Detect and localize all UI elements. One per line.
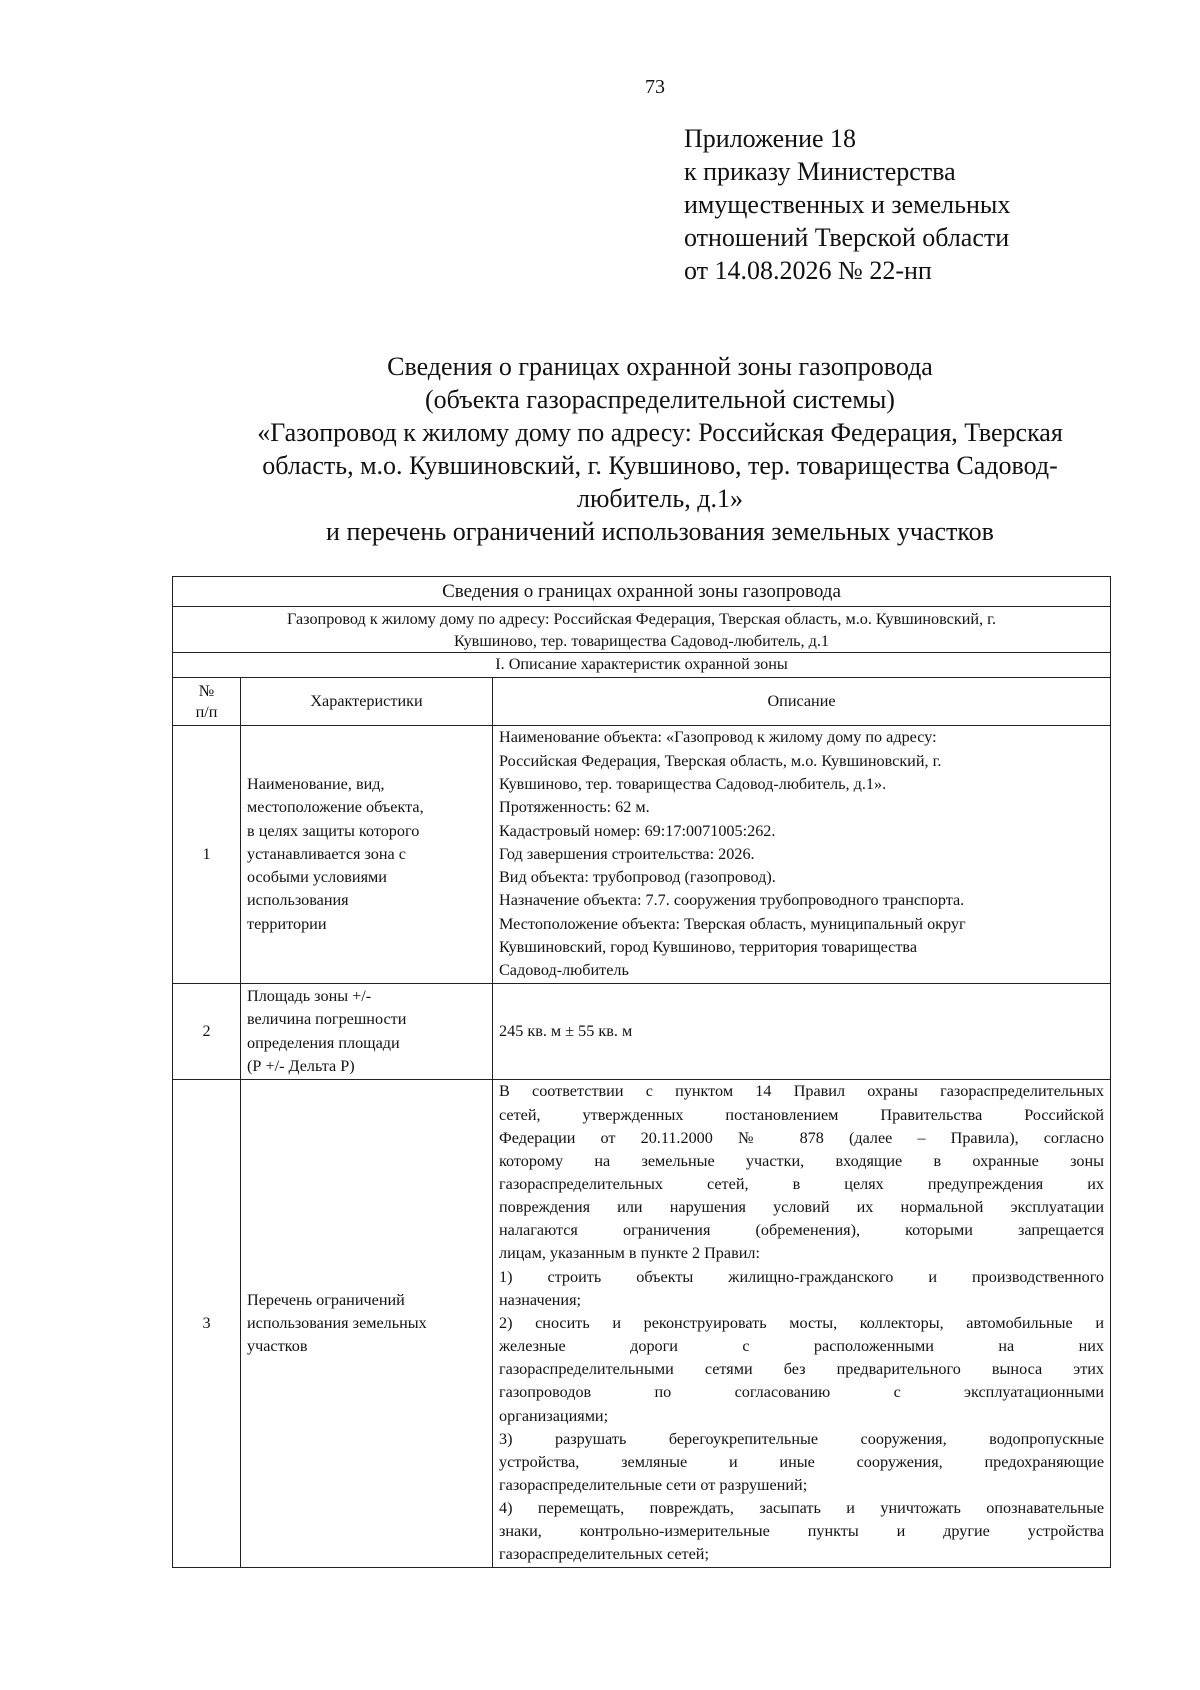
title-line: (объекта газораспределительной системы) xyxy=(425,385,895,414)
characteristic-line: величина погрешности xyxy=(247,1010,407,1029)
column-header-number xyxy=(173,678,241,726)
description-cell xyxy=(493,726,1111,984)
description-line: газораспределительными сетями без предварительного выноса этих xyxy=(499,1360,1105,1379)
description-line: Наименование объекта: «Газопровод к жилому дому по адресу: xyxy=(499,728,937,747)
description-line: назначения; xyxy=(499,1290,582,1309)
page-number: 73 xyxy=(645,76,665,98)
description-line: сетей, утвержденных постановлением Правительства Российской xyxy=(499,1105,1105,1124)
title-line: любитель, д.1» xyxy=(576,484,743,513)
description-line: газопроводов по согласованию с эксплуатационными xyxy=(499,1383,1105,1402)
characteristic-line: использования xyxy=(247,891,349,910)
description-line: 4) перемещать, повреждать, засыпать и уничтожать опознавательные xyxy=(499,1499,1105,1518)
appendix-block xyxy=(684,122,1010,287)
object-name-line: Газопровод к жилому дому по адресу: Российская Федерация, Тверская область, м.о. Кувшиновский, г. xyxy=(287,609,997,628)
description-line: 2) сносить и реконструировать мосты, коллекторы, автомобильные и xyxy=(499,1313,1105,1332)
description-line: железные дороги с расположенными на них xyxy=(499,1337,1105,1356)
characteristic-cell xyxy=(241,726,493,984)
description-line: устройства, земляные и иные сооружения, предохраняющие xyxy=(499,1452,1105,1471)
description-line: газораспределительных сетей, в целях предупреждения их xyxy=(499,1174,1105,1193)
characteristic-cell xyxy=(241,984,493,1080)
characteristic-line: устанавливается зона с xyxy=(247,844,406,863)
characteristic-line: Площадь зоны +/- xyxy=(247,986,372,1005)
description-line: знаки, контрольно-измерительные пункты и другие устройства xyxy=(499,1522,1105,1541)
column-header-number-line: п/п xyxy=(195,702,218,721)
description-line: Кувшиново, тер. товарищества Садовод-любитель, д.1». xyxy=(499,774,887,793)
description-line: Год завершения строительства: 2026. xyxy=(499,844,755,863)
table-row xyxy=(173,726,1111,984)
description-line: организациями; xyxy=(499,1406,609,1425)
description-line: Протяженность: 62 м. xyxy=(499,798,650,817)
description-line: Назначение объекта: 7.7. сооружения трубопроводного транспорта. xyxy=(499,891,965,910)
characteristic-cell xyxy=(241,1080,493,1568)
characteristic-line: территории xyxy=(247,914,327,933)
characteristic-line: Перечень ограничений xyxy=(247,1290,405,1309)
description-line: 245 кв. м ± 55 кв. м xyxy=(499,1021,633,1040)
column-header-description: Описание xyxy=(493,678,1111,726)
characteristic-line: определения площади xyxy=(247,1033,400,1052)
description-line: 1) строить объекты жилищно-гражданского и производственного xyxy=(499,1267,1105,1286)
zone-info-table xyxy=(172,576,1111,1568)
description-line: налагаются ограничения (обременения), которыми запрещается xyxy=(499,1221,1105,1240)
title-line: «Газопровод к жилому дому по адресу: Российская Федерация, Тверская xyxy=(257,418,1063,447)
table-header: Сведения о границах охранной зоны газопровода xyxy=(173,577,1111,607)
row-number: 3 xyxy=(173,1080,241,1568)
description-line: Местоположение объекта: Тверская область, муниципальный округ xyxy=(499,914,966,933)
description-line: которому на земельные участки, входящие в охранные зоны xyxy=(499,1151,1105,1170)
object-name-cell xyxy=(173,607,1111,653)
row-number: 1 xyxy=(173,726,241,984)
appendix-line: от 14.08.2026 № 22-нп xyxy=(684,256,932,285)
row-number: 2 xyxy=(173,984,241,1080)
column-header-characteristics: Характеристики xyxy=(241,678,493,726)
description-cell xyxy=(493,984,1111,1080)
characteristic-line: Наименование, вид, xyxy=(247,774,385,793)
description-cell xyxy=(493,1080,1111,1568)
characteristic-line: участков xyxy=(247,1337,308,1356)
title-line: область, м.о. Кувшиновский, г. Кувшиново, тер. товарищества Садовод- xyxy=(262,451,1058,480)
object-name-line: Кувшиново, тер. товарищества Садовод-любитель, д.1 xyxy=(454,631,830,650)
title-line: Сведения о границах охранной зоны газопровода xyxy=(387,352,933,381)
document-title xyxy=(190,350,1130,548)
description-line: Кадастровый номер: 69:17:0071005:262. xyxy=(499,821,776,840)
section-title: I. Описание характеристик охранной зоны xyxy=(173,653,1111,678)
description-line: повреждения или нарушения условий их нормальной эксплуатации xyxy=(499,1198,1105,1217)
appendix-line: отношений Тверской области xyxy=(684,223,1010,252)
appendix-line: к приказу Министерства xyxy=(684,157,956,186)
description-line: В соответствии с пунктом 14 Правил охраны газораспределительных xyxy=(499,1082,1105,1101)
description-line: газораспределительных сетей; xyxy=(499,1545,709,1564)
column-header-number-line: № xyxy=(198,681,215,700)
table-row xyxy=(173,984,1111,1080)
description-line: лицам, указанным в пункте 2 Правил: xyxy=(499,1244,760,1263)
characteristic-line: особыми условиями xyxy=(247,868,387,887)
title-line: и перечень ограничений использования земельных участков xyxy=(326,517,994,546)
description-line: Садовод-любитель xyxy=(499,961,629,980)
description-line: Вид объекта: трубопровод (газопровод). xyxy=(499,868,776,887)
table-row xyxy=(173,1080,1111,1568)
characteristic-line: (Р +/- Дельта Р) xyxy=(247,1056,355,1075)
description-line: 3) разрушать берегоукрепительные сооружения, водопропускные xyxy=(499,1429,1105,1448)
appendix-line: Приложение 18 xyxy=(684,124,857,153)
description-line: газораспределительные сети от разрушений; xyxy=(499,1476,808,1495)
description-line: Кувшиновский, город Кувшиново, территория товарищества xyxy=(499,938,918,957)
description-line: Федерации от 20.11.2000 № 878 (далее – Правила), согласно xyxy=(499,1128,1105,1147)
appendix-line: имущественных и земельных xyxy=(684,190,1011,219)
characteristic-line: в целях защиты которого xyxy=(247,821,420,840)
characteristic-line: местоположение объекта, xyxy=(247,798,424,817)
characteristic-line: использования земельных xyxy=(247,1313,427,1332)
description-line: Российская Федерация, Тверская область, м.о. Кувшиновский, г. xyxy=(499,751,942,770)
